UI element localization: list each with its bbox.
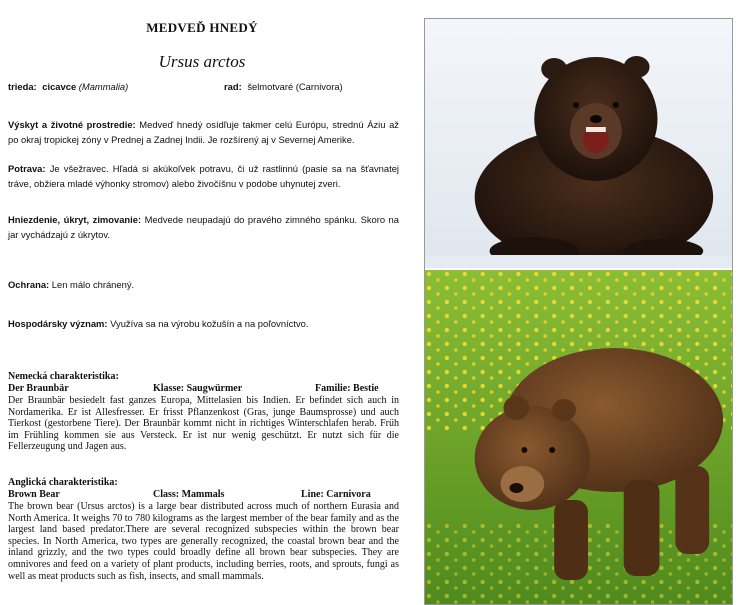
bear-in-snow-photo bbox=[425, 19, 732, 268]
protection-text: Len málo chránený. bbox=[49, 279, 135, 290]
english-header-row bbox=[8, 489, 399, 501]
section-protection bbox=[8, 277, 399, 292]
class-value: cicavce bbox=[42, 81, 77, 92]
order-value: šelmotvaré (Carnivora) bbox=[247, 81, 343, 92]
german-text: Der Braunbär besiedelt fast ganzes Europa, Mittelasien bis Indien. Er befindet sich auch in Nordamerika. Er ist Allesfresser. Er frisst Pflanzenkost (Gras, junge Baumsprosse) und auch Tierkost (gestorbene Tiere). Der Braunbär kommt nicht in richtiges Winterschlafen herab. Früh im Frühling kommen sie aus Versteck. Er ist nur wenig geschützt. Er nutzt sich für die Fellerzeugung und Jagen aus. bbox=[8, 395, 399, 453]
german-class: Klasse: Saugwürmer bbox=[153, 383, 243, 394]
class-latin: (Mammalia) bbox=[78, 81, 129, 92]
german-family: Familie: Bestie bbox=[315, 383, 379, 394]
english-name: Brown Bear bbox=[8, 489, 60, 500]
latin-name: Ursus arctos bbox=[158, 52, 246, 71]
economic-text: Využíva sa na výrobu kožušín a na poľovníctvo. bbox=[107, 318, 309, 329]
english-heading: Anglická charakteristika: bbox=[8, 477, 118, 488]
page-title: MEDVEĎ HNEDÝ bbox=[146, 20, 258, 35]
section-habitat bbox=[8, 117, 399, 147]
nesting-label: Hniezdenie, úkryt, zimovanie: bbox=[8, 214, 142, 225]
section-economic bbox=[8, 316, 399, 331]
section-nesting bbox=[8, 212, 399, 242]
photo-panel bbox=[424, 18, 733, 605]
german-heading: Nemecká charakteristika: bbox=[8, 371, 119, 382]
german-header-row bbox=[8, 383, 399, 395]
food-text: Je všežravec. Hľadá si akúkoľvek potravu, či už rastlinnú (pasie sa na šťavnatej tráve, obžiera mladé výhonky stromov) alebo živočíšnu v podobe uhynutej zveri. bbox=[8, 163, 399, 189]
english-line: Line: Carnivora bbox=[301, 489, 371, 500]
english-text: The brown bear (Ursus arctos) is a large bear distributed across much of northern Eurasia and North America. It weighs 70 to 780 kilograms as the largest member of the bear family and as the largest land based predator.There are several recognized subspecies within the brown bear species. In North America, two types are generally recognized, the coastal brown bear and the inland grizzly, and the two types could broadly define all brown bear subspecies. They are omnivores and feed on a variety of plant products, including berries, roots, and sprouts, fungi as well as meat products such as fish, insects, and small mammals. bbox=[8, 501, 399, 582]
food-label: Potrava: bbox=[8, 163, 46, 174]
bear-in-meadow-photo bbox=[425, 270, 732, 605]
habitat-label: Výskyt a životné prostredie: bbox=[8, 119, 136, 130]
section-food bbox=[8, 161, 399, 191]
economic-label: Hospodársky význam: bbox=[8, 318, 108, 329]
order-label: rad: bbox=[224, 81, 242, 92]
order-row bbox=[224, 79, 404, 94]
english-class: Class: Mammals bbox=[153, 489, 225, 500]
protection-label: Ochrana: bbox=[8, 279, 50, 290]
german-name: Der Braunbär bbox=[8, 383, 69, 394]
nesting-text: Medvede neupadajú do pravého zimného spánku. Skoro na jar vychádzajú z úkrytov. bbox=[8, 214, 399, 240]
habitat-text: Medveď hnedý osídľuje takmer celú Európu, strednú Áziu až po okraj tropickej zóny v Prednej a Zadnej Indii. Je rozšírený aj v Severnej Amerike. bbox=[8, 119, 399, 145]
class-label: trieda: bbox=[8, 81, 37, 92]
